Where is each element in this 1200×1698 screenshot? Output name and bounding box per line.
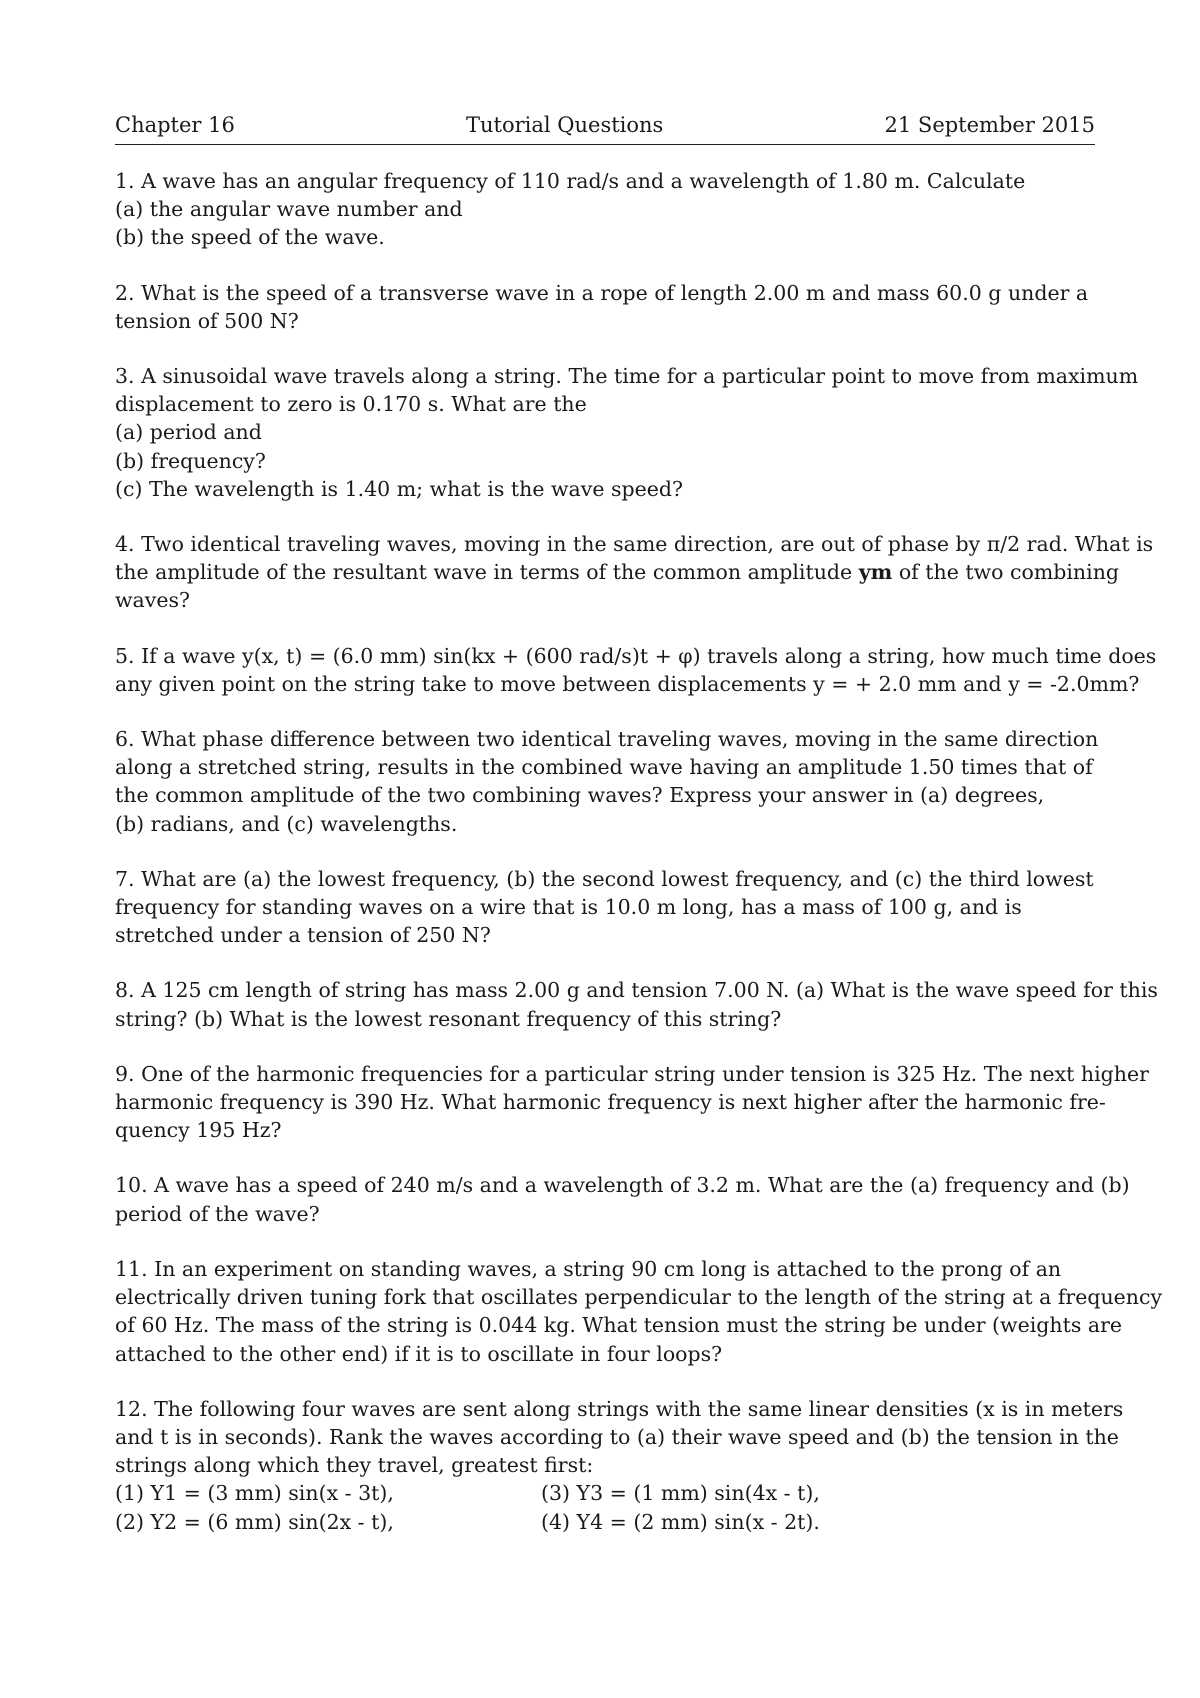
question-line: frequency for standing waves on a wire that is 10.0 m long, has a mass of 100 g, and is: [115, 895, 1022, 920]
question-line: displacement to zero is 0.170 s. What are the: [115, 392, 587, 417]
question-line: 3. A sinusoidal wave travels along a string. The time for a particular point to move from maximum: [115, 364, 1139, 389]
question-text: of the two combining: [892, 560, 1120, 585]
question-10: [115, 1171, 1130, 1227]
question-line: [115, 558, 1120, 586]
question-line: (b) the speed of the wave.: [115, 225, 385, 250]
question-line: period of the wave?: [115, 1201, 320, 1226]
question-line: (a) the angular wave number and: [115, 197, 463, 222]
question-line: the common amplitude of the two combining waves? Express your answer in (a) degrees,: [115, 783, 1045, 808]
document-page: [115, 110, 1163, 1563]
question-3: [115, 362, 1139, 503]
question-line: (a) period and: [115, 420, 262, 445]
question-1: [115, 167, 1095, 252]
question-line: 11. In an experiment on standing waves, a string 90 cm long is attached to the prong of an: [115, 1256, 1062, 1281]
question-line: any given point on the string take to move between displacements y = + 2.0 mm and y = -2.0mm?: [115, 671, 1140, 696]
question-5: [115, 642, 1157, 698]
wave-equation-grid: [115, 1479, 1095, 1535]
question-7: [115, 865, 1095, 950]
question-11: [115, 1255, 1163, 1368]
question-line: 6. What phase difference between two identical traveling waves, moving in the same direction: [115, 727, 1099, 752]
wave-equation: (3) Y3 = (1 mm) sin(4x - t),: [541, 1481, 820, 1506]
header-date: 21 September 2015: [884, 113, 1095, 137]
wave-equation: (1) Y1 = (3 mm) sin(x - 3t),: [115, 1481, 394, 1506]
question-line: (c) The wavelength is 1.40 m; what is the wave speed?: [115, 476, 684, 501]
question-line: strings along which they travel, greatest first:: [115, 1453, 594, 1478]
question-line: string? (b) What is the lowest resonant frequency of this string?: [115, 1006, 782, 1031]
header-chapter: Chapter 16: [115, 113, 235, 137]
question-line: 8. A 125 cm length of string has mass 2.00 g and tension 7.00 N. (a) What is the wave speed for this: [115, 978, 1158, 1003]
question-line: attached to the other end) if it is to oscillate in four loops?: [115, 1341, 723, 1366]
question-2: [115, 279, 1095, 335]
question-line: along a stretched string, results in the combined wave having an amplitude 1.50 times that of: [115, 755, 1093, 780]
question-line: quency 195 Hz?: [115, 1118, 282, 1143]
question-line: waves?: [115, 588, 190, 613]
question-6: [115, 725, 1099, 838]
question-line: stretched under a tension of 250 N?: [115, 923, 491, 948]
question-line: 9. One of the harmonic frequencies for a particular string under tension is 325 Hz. The next higher: [115, 1061, 1149, 1086]
question-line: and t is in seconds). Rank the waves according to (a) their wave speed and (b) the tension in the: [115, 1424, 1119, 1449]
question-12: [115, 1395, 1124, 1536]
wave-equation: (4) Y4 = (2 mm) sin(x - 2t).: [541, 1509, 820, 1534]
question-line: 10. A wave has a speed of 240 m/s and a wavelength of 3.2 m. What are the (a) frequency and (b): [115, 1173, 1130, 1198]
question-line: (b) radians, and (c) wavelengths.: [115, 811, 458, 836]
question-line: tension of 500 N?: [115, 308, 299, 333]
question-line: 7. What are (a) the lowest frequency, (b) the second lowest frequency, and (c) the third lowest: [115, 866, 1094, 891]
question-line: (b) frequency?: [115, 448, 266, 473]
wave-equation: (2) Y2 = (6 mm) sin(2x - t),: [115, 1509, 394, 1534]
question-list: [115, 167, 1163, 1536]
question-line: 2. What is the speed of a transverse wave in a rope of length 2.00 m and mass 60.0 g under a: [115, 280, 1089, 305]
header-title: Tutorial Questions: [466, 113, 664, 137]
question-8: [115, 976, 1158, 1032]
question-line: 4. Two identical traveling waves, moving in the same direction, are out of phase by π/2 rad. What is: [115, 532, 1154, 557]
question-text: the amplitude of the resultant wave in terms of the common amplitude: [115, 560, 859, 585]
question-line: 1. A wave has an angular frequency of 110 rad/s and a wavelength of 1.80 m. Calculate: [115, 169, 1026, 193]
question-line: electrically driven tuning fork that oscillates perpendicular to the length of the string at a frequency: [115, 1285, 1163, 1310]
question-line: 5. If a wave y(x, t) = (6.0 mm) sin(kx + (600 rad/s)t + φ) travels along a string, how much time does: [115, 643, 1157, 668]
question-line: of 60 Hz. The mass of the string is 0.044 kg. What tension must the string be under (weights are: [115, 1313, 1123, 1338]
question-line: 12. The following four waves are sent along strings with the same linear densities (x is in meters: [115, 1396, 1124, 1421]
question-line: harmonic frequency is 390 Hz. What harmonic frequency is next higher after the harmonic fre-: [115, 1090, 1106, 1115]
question-4: [115, 530, 1154, 615]
page-header: [115, 110, 1095, 145]
amplitude-symbol: ym: [858, 560, 893, 585]
question-9: [115, 1060, 1149, 1145]
